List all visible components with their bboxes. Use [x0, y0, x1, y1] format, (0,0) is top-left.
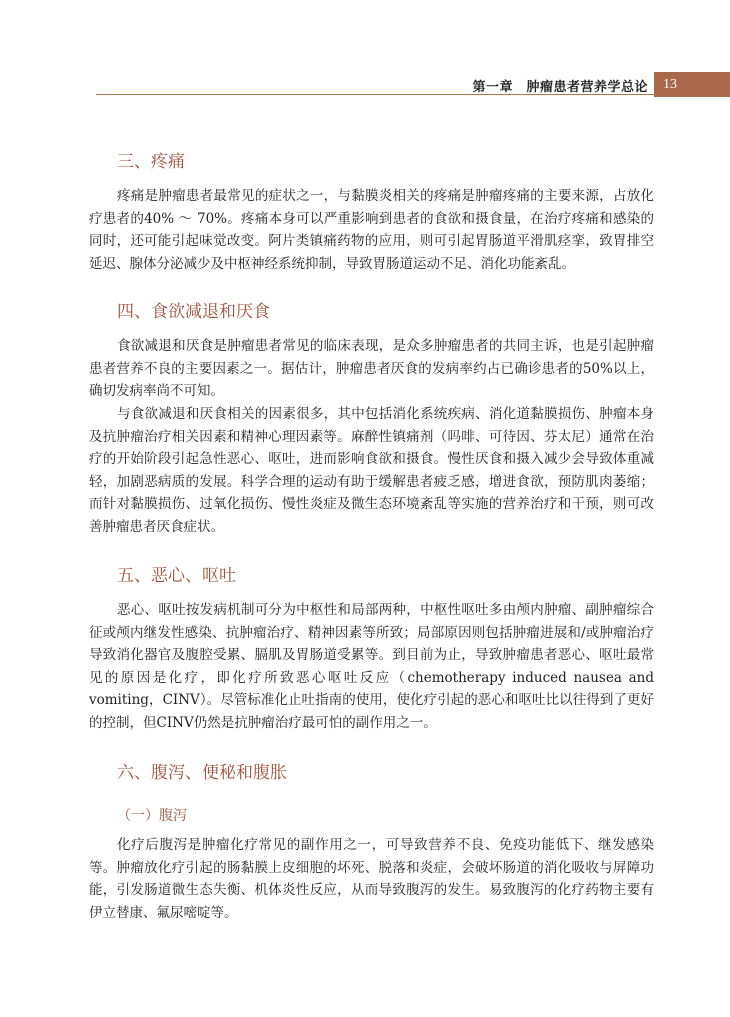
section-heading-diarrhea-constipation: 六、腹泻、便秘和腹胀	[117, 763, 287, 783]
paragraph-nausea: 恶心、呕吐按发病机制可分为中枢性和局部两种，中枢性呕吐多由颅内肿瘤、副肿瘤综合征或颅内继发性感染、抗肿瘤治疗、精神因素等所致；局部原因则包括肿瘤进展和/或肿瘤治疗导致消化器官及腹腔受累、膈肌及胃肠道受累等。到目前为止，导致肿瘤患者恶心、呕吐最常见的原因是化疗，即化疗所致恶心呕吐反应（chemotherapy induced nausea and vomiting，CINV）。尽管标准化止吐指南的使用，使化疗引起的恶心和呕吐比以往得到了更好的控制，但CINV仍然是抗肿瘤治疗最可怕的副作用之一。	[89, 602, 654, 731]
running-header-title: 第一章 肿瘤患者营养学总论	[472, 80, 648, 95]
section-heading-anorexia: 四、食欲减退和厌食	[117, 302, 270, 322]
subsection-heading-diarrhea: （一）腹泻	[117, 808, 187, 824]
section-heading-nausea: 五、恶心、呕吐	[117, 566, 236, 586]
paragraph-pain: 疼痛是肿瘤患者最常见的症状之一，与黏膜炎相关的疼痛是肿瘤疼痛的主要来源，占放化疗患者的40% ～ 70%。疼痛本身可以严重影响到患者的食欲和摄食量，在治疗疼痛和感染的同时，还可能引起味觉改变。阿片类镇痛药物的应用，则可引起胃肠道平滑肌痉挛，致胃排空延迟、腺体分泌减少及中枢神经系统抑制，导致胃肠道运动不足、消化功能紊乱。	[89, 188, 654, 272]
section-heading-pain: 三、疼痛	[117, 152, 185, 172]
page-number-badge: 13	[654, 72, 730, 97]
paragraph-diarrhea: 化疗后腹泻是肿瘤化疗常见的副作用之一，可导致营养不良、免疫功能低下、继发感染等。肿瘤放化疗引起的肠黏膜上皮细胞的坏死、脱落和炎症，会破坏肠道的消化吸收与屏障功能，引发肠道微生态失衡、机体炎性反应，从而导致腹泻的发生。易致腹泻的化疗药物主要有伊立替康、氟尿嘧啶等。	[89, 837, 654, 921]
paragraph-anorexia-1: 食欲减退和厌食是肿瘤患者常见的临床表现，是众多肿瘤患者的共同主诉，也是引起肿瘤患者营养不良的主要因素之一。据估计，肿瘤患者厌食的发病率约占已确诊患者的50%以上，确切发病率尚不可知。	[89, 338, 654, 399]
paragraph-anorexia-2: 与食欲减退和厌食相关的因素很多，其中包括消化系统疾病、消化道黏膜损伤、肿瘤本身及抗肿瘤治疗相关因素和精神心理因素等。麻醉性镇痛剂（吗啡、可待因、芬太尼）通常在治疗的开始阶段引起急性恶心、呕吐，进而影响食欲和摄食。慢性厌食和摄入减少会导致体重减轻，加剧恶病质的发展。科学合理的运动有助于缓解患者疲乏感，增进食欲，预防肌肉萎缩；而针对黏膜损伤、过氧化损伤、慢性炎症及微生态环境紊乱等实施的营养治疗和干预，则可改善肿瘤患者厌食症状。	[89, 406, 654, 535]
